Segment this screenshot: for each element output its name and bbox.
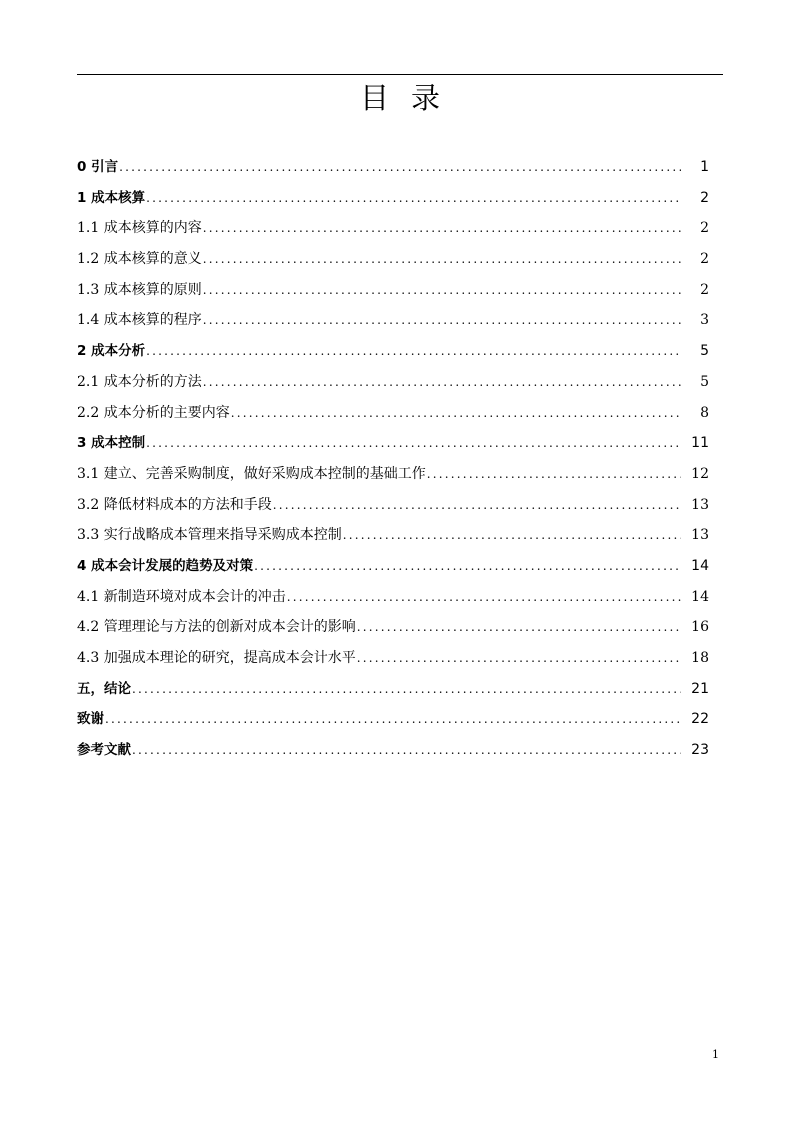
toc-entry[interactable] bbox=[77, 398, 709, 429]
toc-entry-label: 3 成本控制 bbox=[77, 435, 146, 452]
page-number: 1 bbox=[712, 1048, 719, 1061]
toc-entry-page: 2 bbox=[700, 220, 709, 237]
toc-dot-leader bbox=[146, 428, 681, 459]
toc-entry[interactable] bbox=[77, 704, 709, 735]
toc-entry[interactable] bbox=[77, 520, 709, 551]
toc-entry[interactable] bbox=[77, 643, 709, 674]
toc-entry[interactable] bbox=[77, 305, 709, 336]
toc-entry-page: 18 bbox=[691, 650, 709, 666]
toc-entry[interactable] bbox=[77, 551, 709, 582]
toc-entry-label: 1.3 成本核算的原则 bbox=[77, 281, 202, 298]
toc-entry-page: 23 bbox=[691, 742, 709, 759]
toc-entry-page: 5 bbox=[700, 373, 709, 390]
toc-entry-page: 8 bbox=[700, 404, 709, 421]
toc-entry[interactable] bbox=[77, 428, 709, 459]
toc-dot-leader bbox=[132, 674, 681, 705]
toc-entry-label: 参考文献 bbox=[77, 742, 131, 759]
toc-dot-leader bbox=[357, 643, 681, 674]
toc-entry[interactable] bbox=[77, 244, 709, 275]
toc-entry[interactable] bbox=[77, 459, 709, 490]
toc-dot-leader bbox=[203, 367, 681, 398]
toc-entry-label: 3.1 建立、完善采购制度，做好采购成本控制的基础工作 bbox=[77, 465, 426, 482]
toc-entry-label: 2.1 成本分析的方法 bbox=[77, 373, 202, 390]
toc-dot-leader bbox=[287, 582, 681, 613]
toc-title: 目录 bbox=[359, 81, 462, 115]
toc-entry-page: 5 bbox=[700, 343, 709, 360]
toc-entry-label: 4.3 加强成本理论的研究，提高成本会计水平 bbox=[77, 650, 356, 666]
toc-entry-page: 12 bbox=[691, 465, 709, 482]
toc-entry[interactable] bbox=[77, 612, 709, 643]
toc-entry-label: 1.1 成本核算的内容 bbox=[77, 220, 202, 237]
toc-dot-leader bbox=[203, 275, 681, 306]
toc-dot-leader bbox=[231, 398, 681, 429]
header-rule bbox=[77, 74, 723, 75]
toc-entry[interactable] bbox=[77, 582, 709, 613]
toc-entry-label: 4.1 新制造环境对成本会计的冲击 bbox=[77, 588, 286, 605]
toc-entry-page: 13 bbox=[691, 496, 709, 513]
toc-entry[interactable] bbox=[77, 213, 709, 244]
toc-dot-leader bbox=[146, 336, 681, 367]
toc-entry[interactable] bbox=[77, 674, 709, 705]
toc-dot-leader bbox=[427, 459, 681, 490]
toc-entry-label: 0 引言 bbox=[77, 159, 119, 175]
toc-dot-leader bbox=[343, 520, 681, 551]
toc-entry-label: 4.2 管理理论与方法的创新对成本会计的影响 bbox=[77, 619, 356, 636]
toc-entry-label: 3.2 降低材料成本的方法和手段 bbox=[77, 496, 272, 513]
toc-dot-leader bbox=[105, 704, 681, 735]
toc-entry-page: 2 bbox=[700, 251, 709, 268]
toc-entry-label: 1.4 成本核算的程序 bbox=[77, 312, 202, 329]
toc-dot-leader bbox=[203, 305, 681, 336]
toc-entry[interactable] bbox=[77, 275, 709, 306]
toc-entry-page: 13 bbox=[691, 527, 709, 544]
toc-entry-label: 2 成本分析 bbox=[77, 343, 146, 360]
toc-entry[interactable] bbox=[77, 336, 709, 367]
toc-entry-label: 五，结论 bbox=[77, 680, 131, 697]
toc-entry-label: 1.2 成本核算的意义 bbox=[77, 251, 202, 268]
toc-entry-label: 致谢 bbox=[77, 711, 104, 728]
toc-entry-page: 11 bbox=[691, 435, 709, 452]
toc-entry-page: 2 bbox=[700, 189, 709, 206]
toc-entry-page: 16 bbox=[691, 619, 709, 636]
toc-entry-page: 21 bbox=[691, 680, 709, 697]
toc-entry-page: 14 bbox=[691, 557, 709, 574]
toc-entry-page: 22 bbox=[691, 711, 709, 728]
toc-list bbox=[77, 152, 709, 766]
toc-entry-label: 4 成本会计发展的趋势及对策 bbox=[77, 557, 254, 574]
toc-entry-page: 3 bbox=[700, 312, 709, 329]
toc-entry-label: 1 成本核算 bbox=[77, 189, 146, 206]
toc-dot-leader bbox=[203, 244, 681, 275]
toc-entry[interactable] bbox=[77, 152, 709, 183]
toc-dot-leader bbox=[203, 213, 681, 244]
toc-dot-leader bbox=[254, 551, 681, 582]
toc-dot-leader bbox=[357, 612, 681, 643]
toc-entry-label: 2.2 成本分析的主要内容 bbox=[77, 404, 230, 421]
toc-entry[interactable] bbox=[77, 490, 709, 521]
toc-dot-leader bbox=[119, 152, 681, 183]
toc-dot-leader bbox=[132, 735, 681, 766]
toc-dot-leader bbox=[273, 490, 681, 521]
toc-dot-leader bbox=[146, 183, 681, 214]
toc-entry[interactable] bbox=[77, 367, 709, 398]
toc-entry-page: 14 bbox=[691, 588, 709, 605]
toc-entry-page: 1 bbox=[700, 159, 709, 175]
toc-entry-label: 3.3 实行战略成本管理来指导采购成本控制 bbox=[77, 527, 342, 544]
toc-entry[interactable] bbox=[77, 735, 709, 766]
toc-entry[interactable] bbox=[77, 183, 709, 214]
toc-entry-page: 2 bbox=[700, 281, 709, 298]
